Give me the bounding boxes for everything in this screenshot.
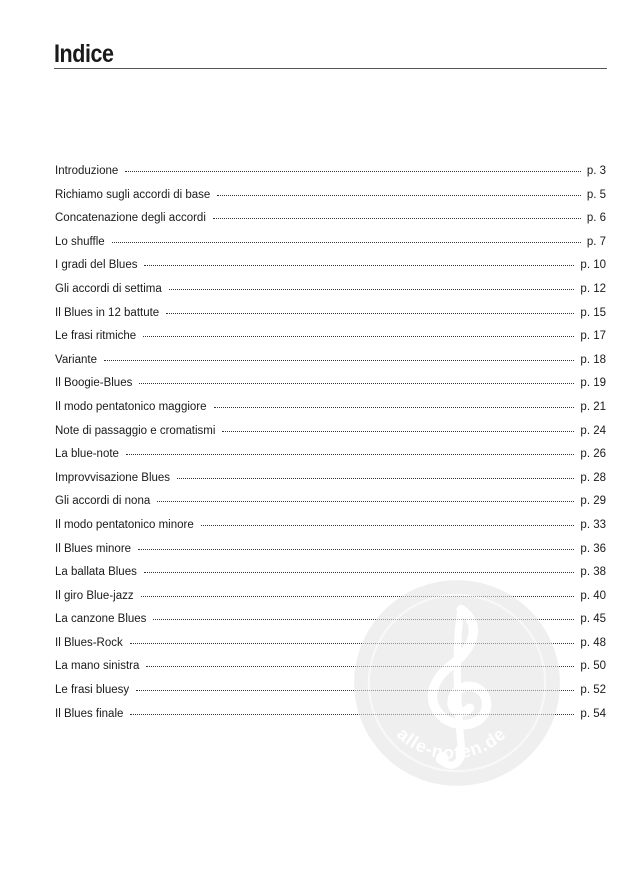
toc-entry-title: Il modo pentatonico minore <box>55 518 194 531</box>
toc-entry-page: p. 48 <box>580 636 606 649</box>
dot-leader <box>169 289 575 290</box>
toc-entry[interactable] <box>55 422 606 446</box>
toc-entry-page: p. 7 <box>586 235 606 248</box>
toc-entry-page: p. 40 <box>580 589 606 602</box>
dot-leader <box>125 171 581 172</box>
toc-entry-page: p. 10 <box>580 259 606 272</box>
toc-entry-page: p. 54 <box>580 707 606 720</box>
toc-entry[interactable] <box>55 516 606 540</box>
toc-entry-page: p. 6 <box>586 212 606 225</box>
dot-leader <box>112 242 581 243</box>
toc-entry-page: p. 45 <box>580 613 606 626</box>
dot-leader <box>222 431 574 432</box>
toc-entry[interactable] <box>55 445 606 469</box>
toc-entry-title: Variante <box>55 353 97 366</box>
toc-entry[interactable] <box>55 186 606 210</box>
toc-entry-page: p. 52 <box>580 684 606 697</box>
watermark-text-path: alle-noten.de <box>393 723 511 763</box>
dot-leader <box>126 454 574 455</box>
dot-leader <box>166 313 574 314</box>
toc-entry-title: Il Boogie-Blues <box>55 377 133 390</box>
dot-leader <box>214 407 575 408</box>
dot-leader <box>138 549 574 550</box>
toc-entry-page: p. 38 <box>580 566 606 579</box>
toc-entry[interactable] <box>55 398 606 422</box>
toc-entry-title: Improvvisazione Blues <box>55 471 171 484</box>
toc-entry-title: Le frasi bluesy <box>55 684 130 697</box>
toc-entry-title: Il modo pentatonico maggiore <box>55 400 207 413</box>
toc-entry[interactable] <box>55 540 606 564</box>
toc-entry-page: p. 19 <box>580 377 606 390</box>
dot-leader <box>144 572 575 573</box>
toc-entry[interactable] <box>55 374 606 398</box>
toc-entry-title: Richiamo sugli accordi di base <box>55 188 211 201</box>
dot-leader <box>217 195 580 196</box>
toc-entry-title: Le frasi ritmiche <box>55 330 137 343</box>
toc-entry-title: Il Blues-Rock <box>55 636 123 649</box>
toc-entry-page: p. 24 <box>580 424 606 437</box>
toc-entry-title: Il Blues in 12 battute <box>55 306 160 319</box>
toc-entry-page: p. 28 <box>580 471 606 484</box>
title-underline <box>54 68 607 69</box>
toc-entry[interactable] <box>55 280 606 304</box>
toc-entry[interactable] <box>55 256 606 280</box>
dot-leader <box>144 265 574 266</box>
watermark-seal <box>352 578 562 788</box>
toc-entry-title: Note di passaggio e cromatismi <box>55 424 216 437</box>
toc-entry-page: p. 50 <box>580 660 606 673</box>
toc-entry-page: p. 18 <box>580 353 606 366</box>
toc-entry[interactable] <box>55 209 606 233</box>
toc-entry-title: La ballata Blues <box>55 566 137 579</box>
toc-entry-title: Introduzione <box>55 165 119 177</box>
page-title: Indice <box>54 40 114 68</box>
toc-entry-title: La canzone Blues <box>55 613 147 626</box>
toc-entry[interactable] <box>55 351 606 375</box>
toc-entry-title: Lo shuffle <box>55 235 105 248</box>
toc-entry[interactable] <box>55 233 606 257</box>
toc-entry[interactable] <box>55 304 606 328</box>
toc-entry[interactable] <box>55 162 606 186</box>
toc-entry-title: Concatenazione degli accordi <box>55 212 206 225</box>
toc-entry-page: p. 26 <box>580 448 606 461</box>
toc-entry-page: p. 36 <box>580 542 606 555</box>
toc-entry-title: Gli accordi di settima <box>55 282 162 295</box>
toc-entry-page: p. 33 <box>580 518 606 531</box>
toc-entry-title: La mano sinistra <box>55 660 140 673</box>
toc-entry[interactable] <box>55 469 606 493</box>
toc-entry-page: p. 5 <box>586 188 606 201</box>
dot-leader <box>177 478 574 479</box>
dot-leader <box>213 218 581 219</box>
toc-entry-title: Gli accordi di nona <box>55 495 151 508</box>
dot-leader <box>157 501 574 502</box>
dot-leader <box>104 360 574 361</box>
toc-entry-page: p. 3 <box>586 165 606 177</box>
toc-entry-title: Il Blues finale <box>55 707 124 720</box>
toc-entry[interactable] <box>55 492 606 516</box>
toc-entry[interactable] <box>55 327 606 351</box>
toc-entry-page: p. 29 <box>580 495 606 508</box>
toc-entry-title: Il Blues minore <box>55 542 132 555</box>
toc-entry-title: Il giro Blue-jazz <box>55 589 134 602</box>
toc-entry-page: p. 17 <box>580 330 606 343</box>
dot-leader <box>139 383 574 384</box>
dot-leader <box>201 525 575 526</box>
toc-entry-page: p. 21 <box>580 400 606 413</box>
toc-entry-title: La blue-note <box>55 448 119 461</box>
toc-entry-page: p. 15 <box>580 306 606 319</box>
toc-entry-title: I gradi del Blues <box>55 259 138 272</box>
toc-entry-page: p. 12 <box>580 282 606 295</box>
dot-leader <box>143 336 574 337</box>
